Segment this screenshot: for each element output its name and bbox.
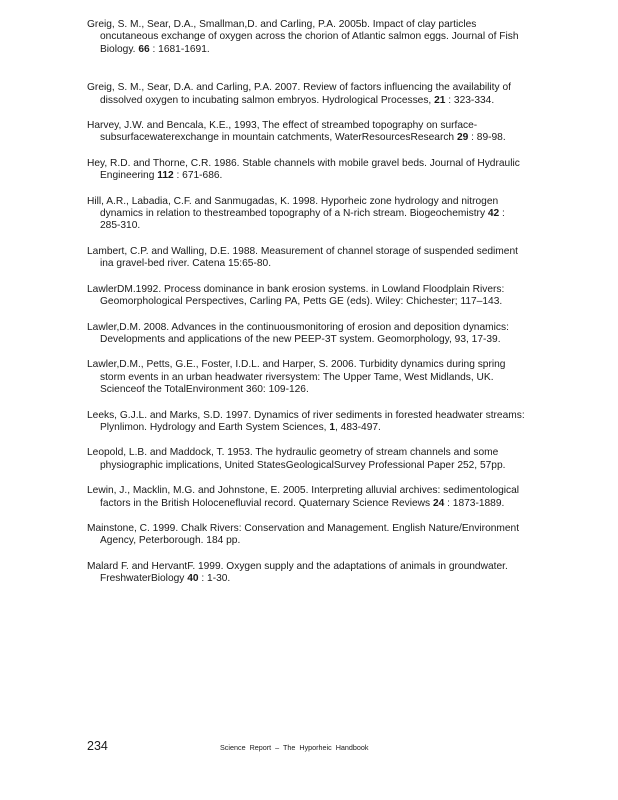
reference-entry: Harvey, J.W. and Bencala, K.E., 1993, The effect of streambed topography on surface-subsurfacewaterexchange in mountain catchments, WaterResourcesResearch 29 : 89-98. [87, 120, 506, 144]
reference-entry: Malard F. and HervantF. 1999. Oxygen supply and the adaptations of animals in groundwater. FreshwaterBiology 40 : 1-30. [87, 560, 508, 585]
page-number: 234 [87, 739, 108, 753]
footer-title: Science Report – The Hyporheic Handbook [220, 743, 369, 752]
reference-entry: Lawler,D.M. 2008. Advances in the continuousmonitoring of erosion and deposition dynamics: Developments and applications of the new PEEP-3T system. Geomorphology, 93, 17-39. [87, 321, 509, 345]
reference-entry: Mainstone, C. 1999. Chalk Rivers: Conservation and Management. English Nature/Environment Agency, Peterborough. 184 pp. [87, 522, 520, 547]
reference-list [87, 19, 527, 599]
reference-entry: Lambert, C.P. and Walling, D.E. 1988. Measurement of channel storage of suspended sediment ina gravel-bed river. Catena 15:65-80. [87, 245, 518, 270]
reference-entry: Leeks, G.J.L. and Marks, S.D. 1997. Dynamics of river sediments in forested headwater streams: Plynlimon. Hydrology and Earth System Sciences, 1, 483-497. [87, 409, 525, 433]
reference-entry: Greig, S. M., Sear, D.A. and Carling, P.A. 2007. Review of factors influencing the availability of dissolved oxygen to incubating salmon embryos. Hydrological Processes, 21 : 323-334. [87, 82, 511, 106]
reference-entry: Leopold, L.B. and Maddock, T. 1953. The hydraulic geometry of stream channels and some physiographic implications, United StatesGeologicalSurvey Professional Paper 252, 57pp. [87, 447, 506, 471]
reference-entry: Hey, R.D. and Thorne, C.R. 1986. Stable channels with mobile gravel beds. Journal of Hydraulic Engineering 112 : 671-686. [87, 157, 520, 182]
page-footer [87, 739, 527, 755]
reference-entry: Hill, A.R., Labadia, C.F. and Sanmugadas, K. 1998. Hyporheic zone hydrology and nitrogen dynamics in relation to thestreambed topography of a N-rich stream. Biogeochemistry 42 : 285-310. [87, 195, 505, 232]
reference-entry: LawlerDM.1992. Process dominance in bank erosion systems. in Lowland Floodplain Rivers: Geomorphological Perspectives, Carling PA, Petts GE (eds). Wiley: Chichester; 117–143. [87, 283, 505, 308]
reference-entry: Greig, S. M., Sear, D.A., Smallman,D. and Carling, P.A. 2005b. Impact of clay particles oncutaneous exchange of oxygen across the chorion of Atlantic salmon eggs. Journal of Fish Biology. 66 : 1681-1691. [87, 19, 519, 55]
reference-entry: Lewin, J., Macklin, M.G. and Johnstone, E. 2005. Interpreting alluvial archives: sedimentological factors in the British Holocenefluvial record. Quaternary Science Reviews 24 : 1873-1889. [87, 485, 520, 509]
reference-entry: Lawler,D.M., Petts, G.E., Foster, I.D.L. and Harper, S. 2006. Turbidity dynamics during spring storm events in an urban headwater riversystem: The Upper Tame, West Midlands, UK. Scienceof the TotalEnvironment 360: 109-126. [87, 359, 506, 396]
